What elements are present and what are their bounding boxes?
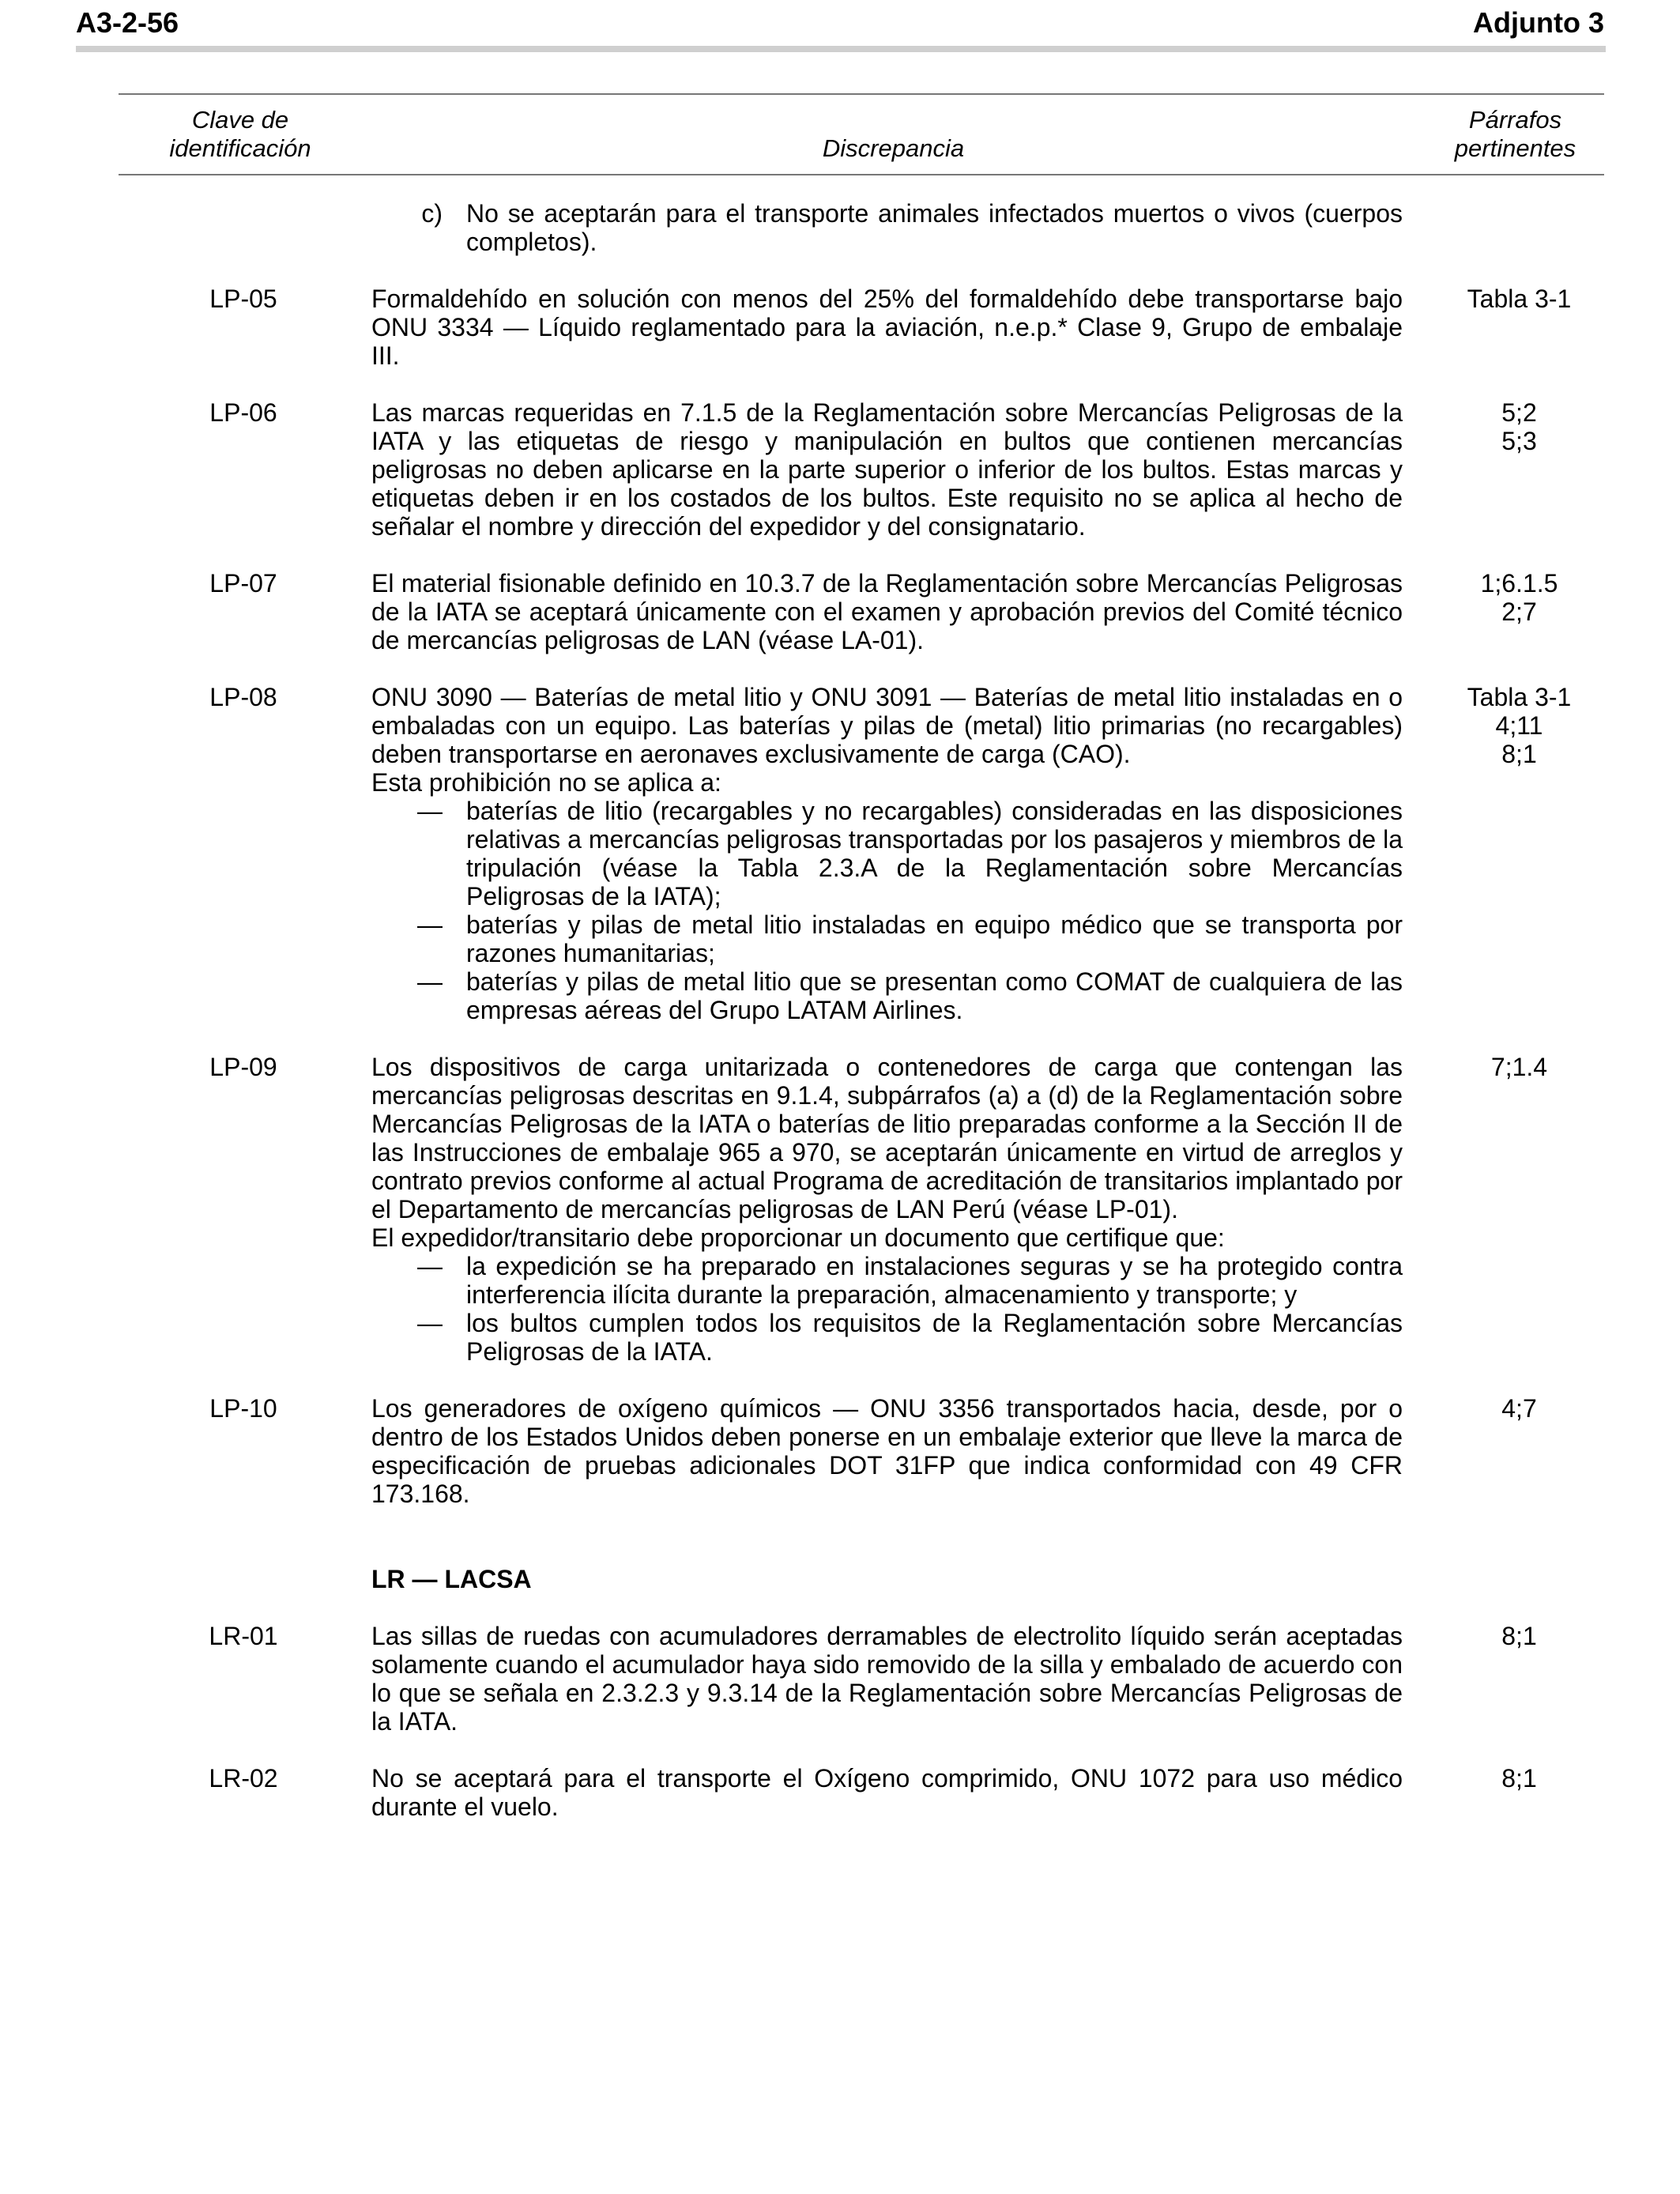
row-key: LP-10 <box>209 1394 277 1423</box>
reference: Tabla 3-1 <box>1467 285 1572 313</box>
list-item <box>371 1309 1403 1366</box>
list-item-text: baterías de litio (recargables y no recargables) consideradas en las disposiciones relativas a mercancías peligrosas transportadas por los pasajeros y miembros de la tripulación (véase la Tabla 2.3.A de la Reglamentación sobre Mercancías Peligrosas de la IATA); <box>466 797 1403 910</box>
row-text: Los dispositivos de carga unitarizada o contenedores de carga que contengan las mercancías peligrosas descritas en 9.1.4, subpárrafos (a) a (d) de la Reglamentación sobre Mercancías Peligrosas de la IATA o baterías de litio preparadas conforme a la Sección II de las Instrucciones de embalaje 965 a 970, se aceptarán únicamente en virtud de arreglos y contrato previos conforme al actual Programa de acreditación de transitarios implantado por el Departamento de mercancías peligrosas de LAN Perú (véase LP-01). <box>371 1053 1403 1223</box>
row-intro-text: El expedidor/transitario debe proporcionar un documento que certifique que: <box>371 1223 1225 1252</box>
table-row-lr-02 <box>119 1764 1604 1821</box>
column-paragraphs-line2: pertinentes <box>1454 134 1576 162</box>
reference: 4;11 <box>1495 711 1543 740</box>
row-references <box>1403 1053 1604 1081</box>
row-key: LP-06 <box>209 398 277 427</box>
dash-marker: — <box>417 1252 443 1280</box>
row-intro-text: Esta prohibición no se aplica a: <box>371 768 721 797</box>
row-text: El material fisionable definido en 10.3.7 de la Reglamentación sobre Mercancías Peligrosas de la IATA se aceptará únicamente con el examen y aprobación previos del Comité técnico de mercancías peligrosas de LAN (véase LA-01). <box>371 569 1403 654</box>
column-paragraphs-line1: Párrafos <box>1468 106 1562 134</box>
list-item <box>371 910 1403 967</box>
list-item <box>371 797 1403 910</box>
row-key: LP-09 <box>209 1053 277 1081</box>
row-references <box>1403 683 1604 768</box>
list-item <box>371 199 1403 256</box>
reference: 5;3 <box>1501 427 1537 455</box>
list-item-text: baterías y pilas de metal litio instaladas en equipo médico que se transporta por razones humanitarias; <box>466 910 1403 967</box>
row-references <box>1403 1394 1604 1423</box>
column-discrepancy-heading: Discrepancia <box>822 134 965 162</box>
list-item <box>371 1252 1403 1309</box>
discrepancy-table <box>119 199 1604 1821</box>
list-item-text: baterías y pilas de metal litio que se presentan como COMAT de cualquiera de las empresas aéreas del Grupo LATAM Airlines. <box>466 967 1403 1024</box>
reference: Tabla 3-1 <box>1467 683 1572 711</box>
row-text: Las sillas de ruedas con acumuladores derramables de electrolito líquido serán aceptadas solamente cuando el acumulador haya sido removido de la silla y embalado de acuerdo con lo que se señala en 2.3.2.3 y 9.3.14 de la Reglamentación sobre Mercancías Peligrosas de la IATA. <box>371 1622 1403 1736</box>
row-text: No se aceptará para el transporte el Oxígeno comprimido, ONU 1072 para uso médico durante el vuelo. <box>371 1764 1403 1821</box>
row-text: Formaldehído en solución con menos del 25% del formaldehído debe transportarse bajo ONU 3334 — Líquido reglamentado para la aviación, n.e.p.* Clase 9, Grupo de embalaje III. <box>371 285 1403 370</box>
reference: 1;6.1.5 <box>1480 569 1558 598</box>
reference: 5;2 <box>1501 398 1537 427</box>
dash-marker: — <box>417 967 443 996</box>
reference: 4;7 <box>1501 1394 1537 1423</box>
table-row-lr-01 <box>119 1622 1604 1736</box>
table-row-lp-10 <box>119 1394 1604 1508</box>
row-key: LP-07 <box>209 569 277 598</box>
row-references <box>1403 1764 1604 1793</box>
table-row-lp-06 <box>119 398 1604 541</box>
row-key: LR-02 <box>209 1764 278 1793</box>
dash-marker: — <box>417 1309 443 1337</box>
column-key-line1: Clave de <box>191 106 289 134</box>
reference: 8;1 <box>1501 1622 1537 1650</box>
column-header <box>119 93 1604 175</box>
list-item <box>371 967 1403 1024</box>
column-key-heading <box>119 106 362 163</box>
row-text: Las marcas requeridas en 7.1.5 de la Reglamentación sobre Mercancías Peligrosas de la IATA y las etiquetas de riesgo y manipulación en bultos que contienen mercancías peligrosas no deben aplicarse en la parte superior o inferior de los bultos. Estas marcas y etiquetas deben ir en los costados de los bultos. Este requisito no se aplica al hecho de señalar el nombre y dirección del expedidor y del consignatario. <box>371 398 1403 541</box>
list-item-text: los bultos cumplen todos los requisitos de la Reglamentación sobre Mercancías Peligrosas de la IATA. <box>466 1309 1403 1366</box>
table-row-lp-09 <box>119 1053 1604 1366</box>
row-references <box>1403 398 1604 455</box>
reference: 2;7 <box>1501 598 1537 626</box>
column-key-line2: identificación <box>169 134 311 162</box>
section-label: Adjunto 3 <box>1473 6 1604 39</box>
row-key: LP-08 <box>209 683 277 711</box>
reference: 8;1 <box>1501 740 1537 768</box>
row-references <box>1403 285 1604 313</box>
section-heading-row <box>119 1565 1604 1593</box>
list-item-text: la expedición se ha preparado en instalaciones seguras y se ha protegido contra interferencia ilícita durante la preparación, almacenamiento y transporte; y <box>466 1252 1403 1309</box>
list-item-text: No se aceptarán para el transporte animales infectados muertos o vivos (cuerpos completos). <box>466 199 1403 256</box>
table-row-c-continuation <box>119 199 1604 256</box>
table-row-lp-05 <box>119 285 1604 370</box>
row-key: LP-05 <box>209 285 277 313</box>
table-row-lp-08 <box>119 683 1604 1024</box>
dash-marker: — <box>417 797 443 825</box>
header-rule <box>76 46 1606 52</box>
reference: 7;1.4 <box>1490 1053 1548 1081</box>
reference: 8;1 <box>1501 1764 1537 1793</box>
row-text: Los generadores de oxígeno químicos — ONU 3356 transportados hacia, desde, por o dentro de los Estados Unidos deben ponerse en un embalaje exterior que lleve la marca de especificación de pruebas adicionales DOT 31FP que indica conformidad con 49 CFR 173.168. <box>371 1394 1403 1508</box>
list-marker: c) <box>421 199 443 228</box>
dash-marker: — <box>417 910 443 939</box>
row-references <box>1403 569 1604 626</box>
row-text: ONU 3090 — Baterías de metal litio y ONU 3091 — Baterías de metal litio instaladas en o embaladas con un equipo. Las baterías y pilas de (metal) litio primarias (no recargables) deben transportarse en aeronaves exclusivamente de carga (CAO). <box>371 683 1403 768</box>
page-header <box>76 6 1604 41</box>
page-number: A3-2-56 <box>76 6 179 39</box>
column-paragraphs-heading <box>1426 106 1604 163</box>
row-references <box>1403 1622 1604 1650</box>
row-key: LR-01 <box>209 1622 278 1650</box>
table-row-lp-07 <box>119 569 1604 654</box>
section-heading: LR — LACSA <box>371 1565 532 1593</box>
